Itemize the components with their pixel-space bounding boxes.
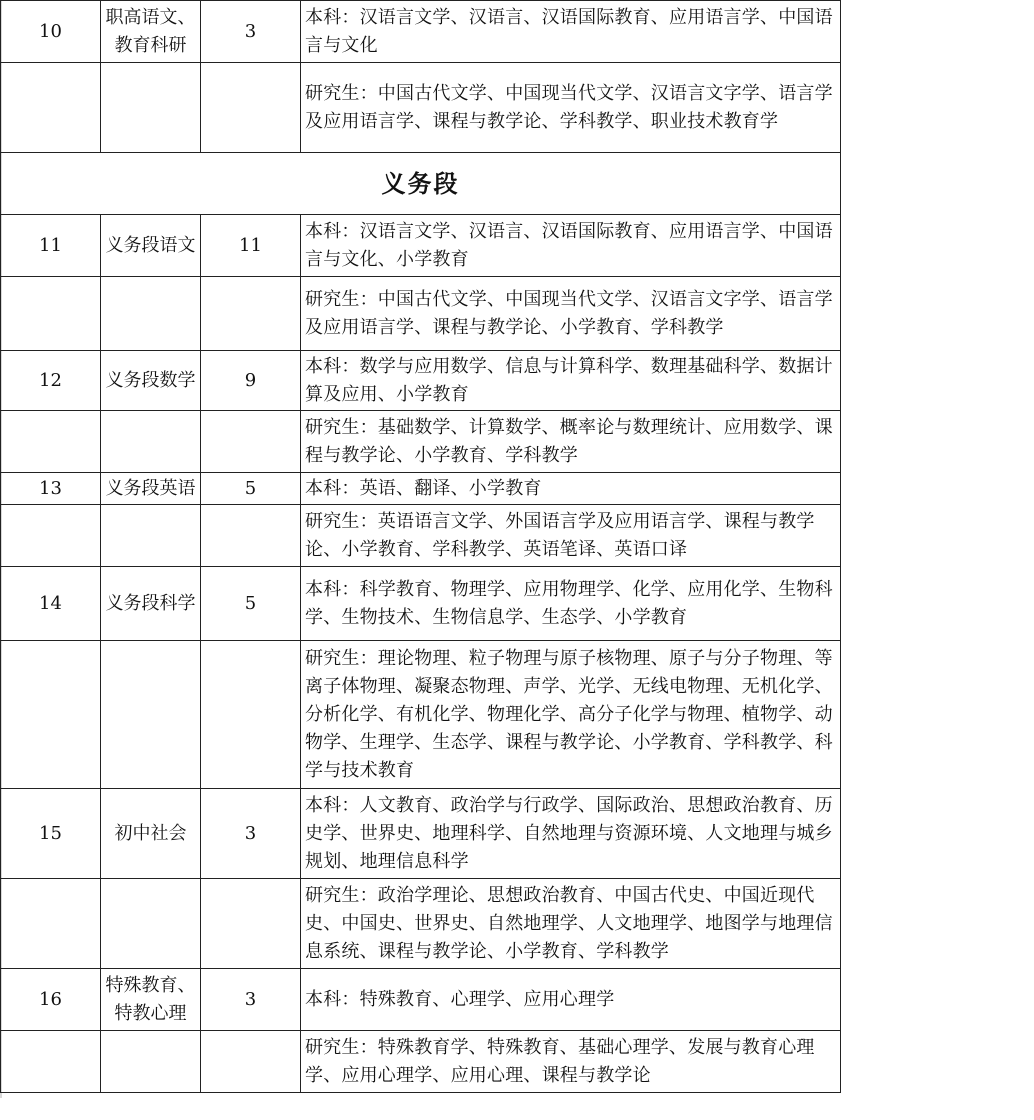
post-name: 职高语文、教育科研	[101, 1, 201, 63]
section-row	[1, 153, 841, 215]
empty-cell	[1, 641, 101, 789]
post-count: 5	[201, 567, 301, 641]
row-number: 10	[1, 1, 101, 63]
undergrad-majors: 本科：英语、翻译、小学教育	[301, 473, 841, 505]
grad-majors: 研究生：中国古代文学、中国现当代文学、汉语言文字学、语言学及应用语言学、课程与教学论、小学教育、学科教学	[301, 277, 841, 351]
table-row	[1, 277, 841, 351]
empty-cell	[201, 879, 301, 969]
empty-cell	[201, 63, 301, 153]
table-row	[1, 879, 841, 969]
empty-cell	[101, 641, 201, 789]
post-name: 义务段科学	[101, 567, 201, 641]
empty-cell	[201, 1031, 301, 1093]
empty-cell	[101, 411, 201, 473]
post-count: 5	[201, 473, 301, 505]
post-name: 初中社会	[101, 789, 201, 879]
empty-cell	[101, 879, 201, 969]
post-count: 3	[201, 789, 301, 879]
grad-majors: 研究生：中国古代文学、中国现当代文学、汉语言文字学、语言学及应用语言学、课程与教学论、学科教学、职业技术教育学	[301, 63, 841, 153]
empty-cell	[1, 63, 101, 153]
table-row	[1, 473, 841, 505]
grad-majors: 研究生：政治学理论、思想政治教育、中国古代史、中国近现代史、中国史、世界史、自然地理学、人文地理学、地图学与地理信息系统、课程与教学论、小学教育、学科教学	[301, 879, 841, 969]
row-number: 16	[1, 969, 101, 1031]
row-number: 12	[1, 351, 101, 411]
empty-cell	[201, 277, 301, 351]
empty-cell	[1, 277, 101, 351]
grad-majors: 研究生：基础数学、计算数学、概率论与数理统计、应用数学、课程与教学论、小学教育、学科教学	[301, 411, 841, 473]
grad-majors: 研究生：特殊教育学、特殊教育、基础心理学、发展与教育心理学、应用心理学、应用心理、课程与教学论	[301, 1031, 841, 1093]
table-row	[1, 505, 841, 567]
post-name: 特殊教育、特教心理	[101, 969, 201, 1031]
undergrad-majors: 本科：人文教育、政治学与行政学、国际政治、思想政治教育、历史学、世界史、地理科学、自然地理与资源环境、人文地理与城乡规划、地理信息科学	[301, 789, 841, 879]
table-row	[1, 215, 841, 277]
post-name: 义务段语文	[101, 215, 201, 277]
post-name: 义务段英语	[101, 473, 201, 505]
table-row	[1, 1031, 841, 1093]
post-count: 3	[201, 969, 301, 1031]
empty-cell	[101, 1031, 201, 1093]
table-row	[1, 641, 841, 789]
row-number: 15	[1, 789, 101, 879]
table-row	[1, 789, 841, 879]
empty-cell	[101, 277, 201, 351]
empty-cell	[201, 505, 301, 567]
empty-cell	[1, 1031, 101, 1093]
table-row	[1, 351, 841, 411]
row-number: 14	[1, 567, 101, 641]
row-number: 13	[1, 473, 101, 505]
empty-cell	[201, 411, 301, 473]
post-count: 9	[201, 351, 301, 411]
table-row	[1, 1, 841, 63]
grad-majors: 研究生：英语语言文学、外国语言学及应用语言学、课程与教学论、小学教育、学科教学、英语笔译、英语口译	[301, 505, 841, 567]
undergrad-majors: 本科：特殊教育、心理学、应用心理学	[301, 969, 841, 1031]
row-number: 11	[1, 215, 101, 277]
table-row	[1, 567, 841, 641]
empty-cell	[201, 641, 301, 789]
undergrad-majors: 本科：汉语言文学、汉语言、汉语国际教育、应用语言学、中国语言与文化	[301, 1, 841, 63]
post-count: 11	[201, 215, 301, 277]
empty-cell	[1, 879, 101, 969]
undergrad-majors: 本科：科学教育、物理学、应用物理学、化学、应用化学、生物科学、生物技术、生物信息学、生态学、小学教育	[301, 567, 841, 641]
section-title: 义务段	[1, 153, 841, 215]
undergrad-majors: 本科：汉语言文学、汉语言、汉语国际教育、应用语言学、中国语言与文化、小学教育	[301, 215, 841, 277]
empty-cell	[101, 505, 201, 567]
table-row	[1, 969, 841, 1031]
undergrad-majors: 本科：数学与应用数学、信息与计算科学、数理基础科学、数据计算及应用、小学教育	[301, 351, 841, 411]
table-row	[1, 411, 841, 473]
post-name: 义务段数学	[101, 351, 201, 411]
grad-majors: 研究生：理论物理、粒子物理与原子核物理、原子与分子物理、等离子体物理、凝聚态物理、声学、光学、无线电物理、无机化学、分析化学、有机化学、物理化学、高分子化学与物理、植物学、动物学、生理学、生态学、课程与教学论、小学教育、学科教学、科学与技术教育	[301, 641, 841, 789]
empty-cell	[1, 411, 101, 473]
empty-cell	[101, 63, 201, 153]
empty-cell	[1, 505, 101, 567]
table-row	[1, 63, 841, 153]
post-count: 3	[201, 1, 301, 63]
